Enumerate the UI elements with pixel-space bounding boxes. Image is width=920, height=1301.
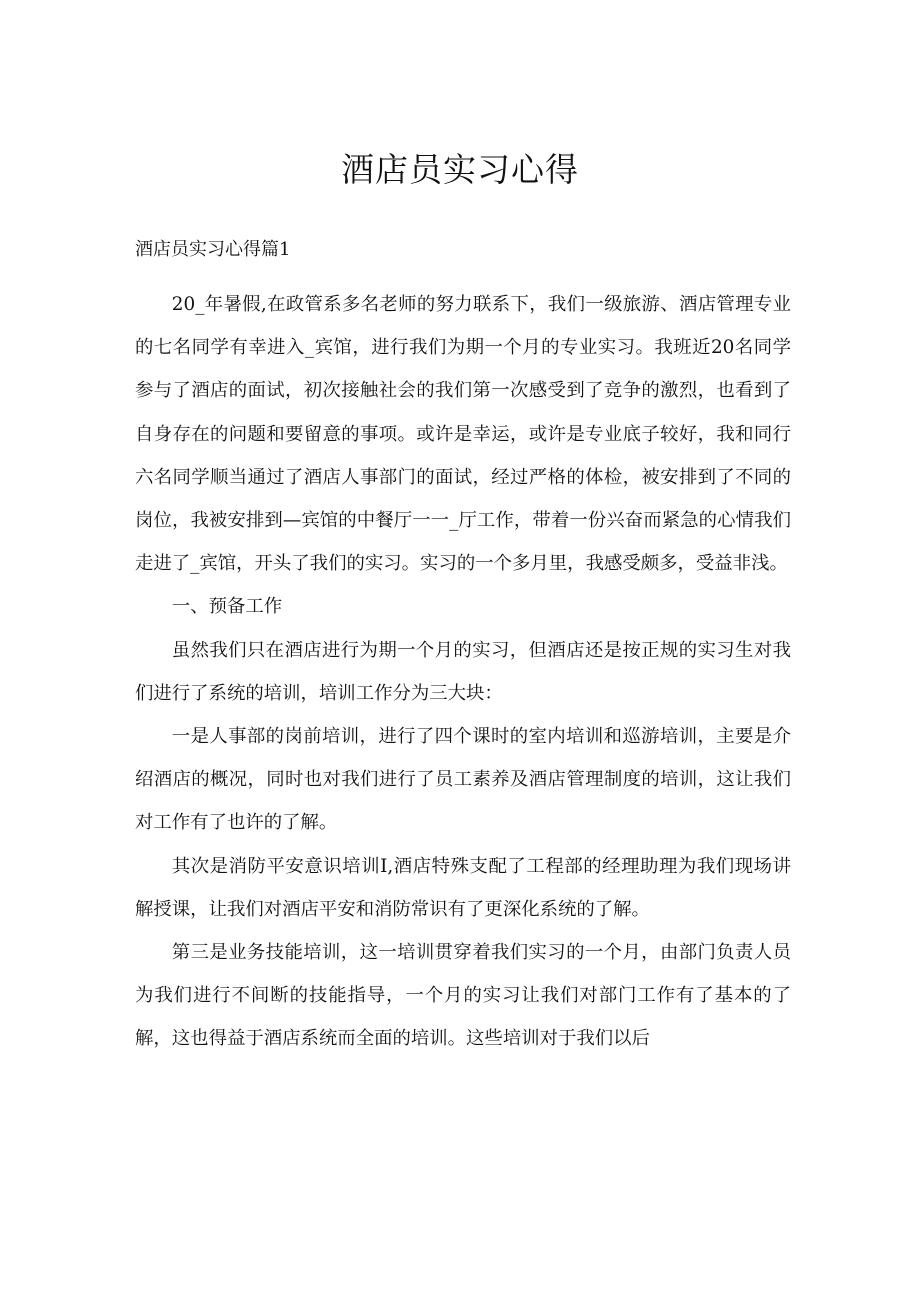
section-heading-preparation: 一、预备工作 [171,596,283,618]
paragraph-fire-safety-training: 其次是消防平安意识培训I,酒店特殊支配了工程部的经理助理为我们现场讲解授课，让我们对酒店平安和消防常识有了更深化系统的了解。 [135,855,791,920]
paragraph-training-overview: 虽然我们只在酒店进行为期一个月的实习，但酒店还是按正规的实习生对我们进行了系统的培训，培训工作分为三大块： [135,639,791,704]
paragraph-intro: 20_年暑假,在政管系多名老师的努力联系下，我们一级旅游、酒店管理专业的七名同学有幸进入_宾馆，进行我们为期一个月的专业实习。我班近20名同学参与了酒店的面试，初次接触社会的我们第一次感受到了竞争的激烈，也看到了自身存在的问题和要留意的事项。或许是幸运，或许是专业底子较好，我和同行六名同学顺当通过了酒店人事部门的面试，经过严格的体检，被安排到了不同的岗位，我被安排到—宾馆的中餐厅一一_厅工作，带着一份兴奋而紧急的心情我们走进了_宾馆，开头了我们的实习。实习的一个多月里，我感受颇多，受益非浅。 [135,294,791,575]
document-title: 酒店员实习心得 [341,150,579,189]
paragraph-hr-training: 一是人事部的岗前培训，进行了四个课时的室内培训和巡游培训，主要是介绍酒店的概况，同时也对我们进行了员工素养及酒店管理制度的培训，这让我们对工作有了也许的了解。 [135,726,791,834]
paragraph-skills-training: 第三是业务技能培训，这一培训贯穿着我们实习的一个月，由部门负责人员为我们进行不间断的技能指导，一个月的实习让我们对部门工作有了基本的了解，这也得益于酒店系统而全面的培训。这些培训对于我们以后 [135,942,791,1050]
document-subtitle: 酒店员实习心得篇1 [135,239,291,260]
document-body [135,283,791,1061]
